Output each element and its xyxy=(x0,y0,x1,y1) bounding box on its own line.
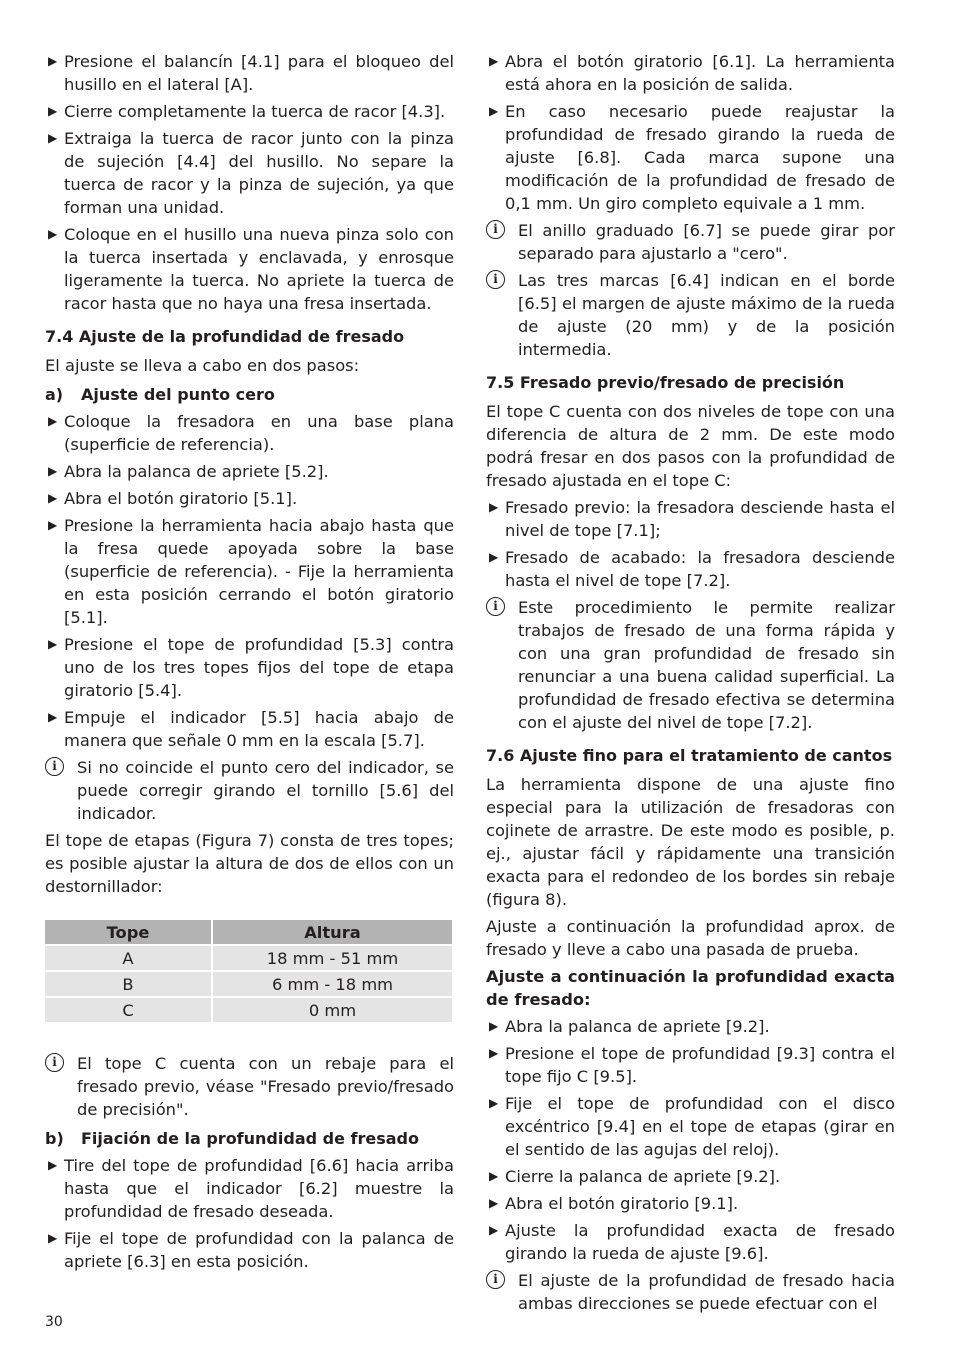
table-cell: 18 mm - 51 mm xyxy=(213,946,452,970)
paragraph: El tope de etapas (Figura 7) consta de tres topes; es posible ajustar la altura de dos de ellos con un destornillador: xyxy=(45,831,454,896)
list-item: ▶ Fresado de acabado: la fresadora desciende hasta el nivel de tope [7.2]. xyxy=(489,548,895,590)
table-cell: C xyxy=(45,998,211,1022)
triangle-right-icon: ▶ xyxy=(489,1019,499,1033)
triangle-right-icon: ▶ xyxy=(48,710,58,724)
info-circle-icon: i xyxy=(486,1270,505,1289)
list-item: ▶ Fije el tope de profundidad con la palanca de apriete [6.3] en esta posición. xyxy=(48,1229,454,1271)
table-cell: 0 mm xyxy=(213,998,452,1022)
list-item: ▶ En caso necesario puede reajustar la profundidad de fresado girando la rueda de ajuste [6.8]. Cada marca supone una modificación de la profundidad de fresado de 0,1 mm. Un giro completo equivale a 1 mm. xyxy=(489,102,895,213)
list-item: ▶ Fije el tope de profundidad con el disco excéntrico [9.4] en el tope de etapas (girar en el sentido de las agujas del reloj). xyxy=(489,1094,895,1159)
list-item: ▶ Abra el botón giratorio [9.1]. xyxy=(489,1194,739,1213)
stop-height-table xyxy=(43,918,454,1024)
table-row xyxy=(45,998,452,1022)
triangle-right-icon: ▶ xyxy=(48,518,58,532)
table-cell: A xyxy=(45,946,211,970)
triangle-right-icon: ▶ xyxy=(48,464,58,478)
triangle-right-icon: ▶ xyxy=(48,414,58,428)
subsection-title-a: a) Ajuste del punto cero xyxy=(45,385,275,404)
section-intro: El ajuste se lleva a cabo en dos pasos: xyxy=(45,356,360,375)
triangle-right-icon: ▶ xyxy=(489,1169,499,1183)
triangle-right-icon: ▶ xyxy=(489,1223,499,1237)
info-note: i El ajuste de la profundidad de fresado hacia ambas direcciones se puede efectuar con el xyxy=(486,1269,895,1315)
triangle-right-icon: ▶ xyxy=(489,500,499,514)
info-note: i Si no coincide el punto cero del indicador, se puede corregir girando el tornillo [5.6] del indicador. xyxy=(45,756,454,825)
triangle-right-icon: ▶ xyxy=(48,227,58,241)
triangle-right-icon: ▶ xyxy=(48,131,58,145)
paragraph: El tope C cuenta con dos niveles de tope con una diferencia de altura de 2 mm. De este modo podrá fresar en dos pasos con la profundidad de fresado ajustada en el tope C: xyxy=(486,402,895,490)
list-item: ▶ Coloque la fresadora en una base plana (superficie de referencia). xyxy=(48,412,454,454)
list-item: ▶ Presione la herramienta hacia abajo hasta que la fresa quede apoyada sobre la base (superficie de referencia). - Fije la herramienta en esta posición cerrando el botón giratorio [5.1]. xyxy=(48,516,454,627)
triangle-right-icon: ▶ xyxy=(48,54,58,68)
info-note: i El tope C cuenta con un rebaje para el fresado previo, véase "Fresado previo/fresado de precisión". xyxy=(45,1052,454,1121)
triangle-right-icon: ▶ xyxy=(489,1196,499,1210)
triangle-right-icon: ▶ xyxy=(489,54,499,68)
page-number: 30 xyxy=(45,1314,63,1330)
info-circle-icon: i xyxy=(45,1053,64,1072)
list-item: ▶ Abra la palanca de apriete [5.2]. xyxy=(48,462,329,481)
triangle-right-icon: ▶ xyxy=(48,1158,58,1172)
section-title-7-4: 7.4 Ajuste de la profundidad de fresado xyxy=(45,327,405,346)
table-row xyxy=(45,946,452,970)
list-item: ▶ Abra el botón giratorio [5.1]. xyxy=(48,489,298,508)
info-note: i Las tres marcas [6.4] indican en el borde [6.5] el margen de ajuste máximo de la rueda de ajuste (20 mm) y de la posición intermedia. xyxy=(486,269,895,361)
triangle-right-icon: ▶ xyxy=(48,637,58,651)
table-row xyxy=(45,972,452,996)
table-header-row xyxy=(45,920,452,944)
list-item: ▶ Coloque en el husillo una nueva pinza solo con la tuerca insertada y enclavada, y enrosque ligeramente la tuerca. No apriete la tuerca de racor hasta que no haya una fresa insertada. xyxy=(48,225,454,313)
triangle-right-icon: ▶ xyxy=(48,104,58,118)
triangle-right-icon: ▶ xyxy=(489,1046,499,1060)
triangle-right-icon: ▶ xyxy=(48,1231,58,1245)
triangle-right-icon: ▶ xyxy=(48,491,58,505)
list-item: ▶ Abra la palanca de apriete [9.2]. xyxy=(489,1017,770,1036)
list-item: ▶ Abra el botón giratorio [6.1]. La herramienta está ahora en la posición de salida. xyxy=(489,52,895,94)
right-column xyxy=(486,50,895,1319)
info-circle-icon: i xyxy=(486,270,505,289)
table-cell: 6 mm - 18 mm xyxy=(213,972,452,996)
info-circle-icon: i xyxy=(486,597,505,616)
list-item: ▶ Cierre completamente la tuerca de racor [4.3]. xyxy=(48,102,446,121)
section-title-7-5: 7.5 Fresado previo/fresado de precisión xyxy=(486,373,845,392)
list-item: ▶ Tire del tope de profundidad [6.6] hacia arriba hasta que el indicador [6.2] muestre la profundidad de fresado deseada. xyxy=(48,1156,454,1221)
triangle-right-icon: ▶ xyxy=(489,1096,499,1110)
list-item: ▶ Fresado previo: la fresadora desciende hasta el nivel de tope [7.1]; xyxy=(489,498,895,540)
paragraph: Ajuste a continuación la profundidad aprox. de fresado y lleve a cabo una pasada de prueba. xyxy=(486,917,895,959)
info-circle-icon: i xyxy=(486,220,505,239)
triangle-right-icon: ▶ xyxy=(489,104,499,118)
subsection-title-b: b) Fijación de la profundidad de fresado xyxy=(45,1129,419,1148)
list-item: ▶ Empuje el indicador [5.5] hacia abajo de manera que señale 0 mm en la escala [5.7]. xyxy=(48,708,454,750)
section-title-7-6: 7.6 Ajuste fino para el tratamiento de cantos xyxy=(486,746,893,765)
bold-paragraph: Ajuste a continuación la profundidad exacta de fresado: xyxy=(486,967,895,1009)
left-column xyxy=(45,50,454,1277)
list-item: ▶ Presione el tope de profundidad [9.3] contra el tope fijo C [9.5]. xyxy=(489,1044,895,1086)
list-item: ▶ Ajuste la profundidad exacta de fresado girando la rueda de ajuste [9.6]. xyxy=(489,1221,895,1263)
info-circle-icon: i xyxy=(45,757,64,776)
list-item: ▶ Extraiga la tuerca de racor junto con la pinza de sujeción [4.4] del husillo. No separe la tuerca de racor y la pinza de sujeción, ya que forman una unidad. xyxy=(48,129,454,217)
table-header: Altura xyxy=(213,920,452,944)
paragraph: La herramienta dispone de una ajuste fino especial para la utilización de fresadoras con cojinete de arrastre. De este modo es posible, p. ej., ajustar fácil y rápidamente una transición exacta para el redondeo de los bordes sin rebaje (figura 8). xyxy=(486,775,895,909)
list-item: ▶ Cierre la palanca de apriete [9.2]. xyxy=(489,1167,781,1186)
list-item: ▶ Presione el tope de profundidad [5.3] contra uno de los tres topes fijos del tope de etapa giratorio [5.4]. xyxy=(48,635,454,700)
triangle-right-icon: ▶ xyxy=(489,550,499,564)
info-note: i Este procedimiento le permite realizar trabajos de fresado de una forma rápida y con una gran profundidad de fresado sin renunciar a una buena calidad superficial. La profundidad de fresado efectiva se determina con el ajuste del nivel de tope [7.2]. xyxy=(486,596,895,734)
info-note: i El anillo graduado [6.7] se puede girar por separado para ajustarlo a "cero". xyxy=(486,219,895,265)
table-header: Tope xyxy=(45,920,211,944)
list-item: ▶ Presione el balancín [4.1] para el bloqueo del husillo en el lateral [A]. xyxy=(48,52,454,94)
table-cell: B xyxy=(45,972,211,996)
